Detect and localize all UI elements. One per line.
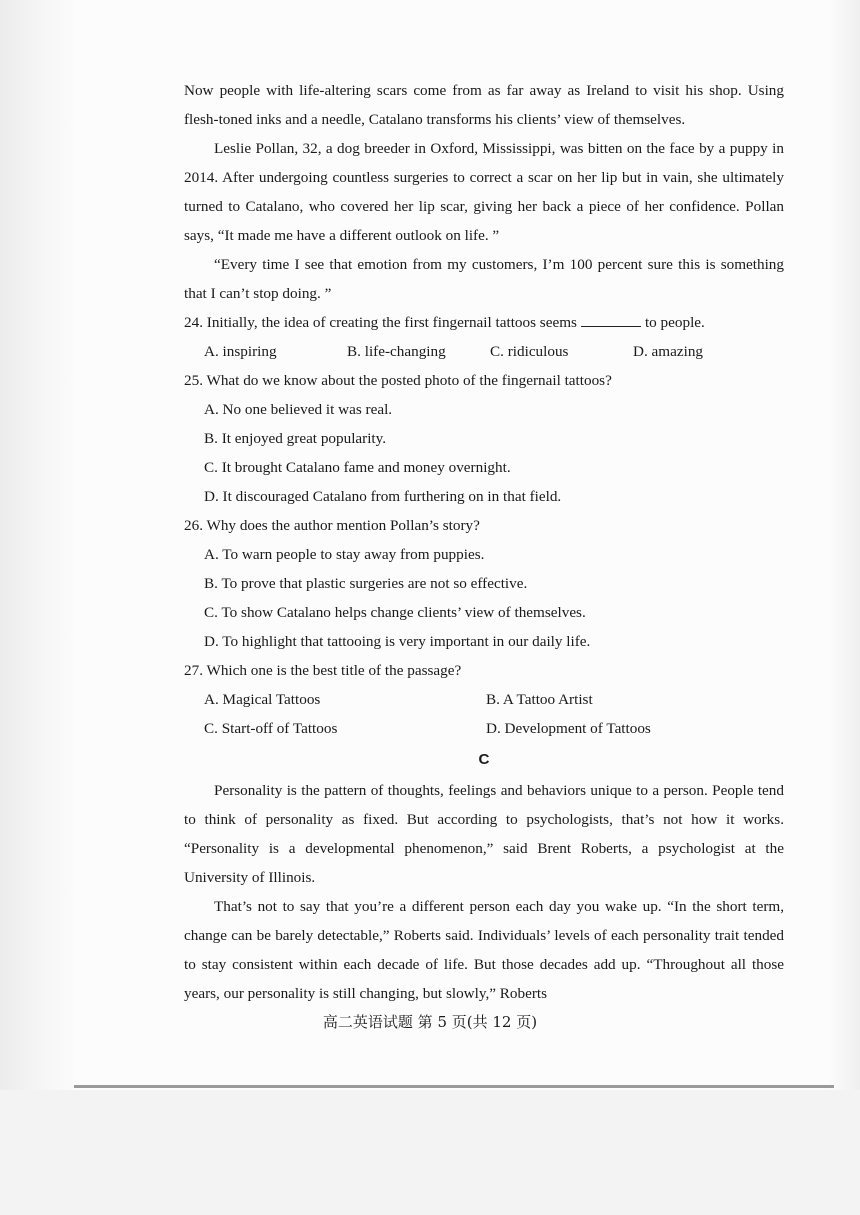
- page-content: [184, 76, 784, 1008]
- options-row: [184, 685, 784, 714]
- question-stem: 27. Which one is the best title of the passage?: [184, 662, 462, 679]
- passage-b-paragraph: Now people with life-altering scars come from as far away as Ireland to visit his shop. Using flesh-toned inks and a needle, Catalano transforms his clients’ view of themselves.: [184, 82, 784, 128]
- option-b: B. It enjoyed great popularity.: [204, 430, 387, 447]
- passage-b-paragraph: Leslie Pollan, 32, a dog breeder in Oxford, Mississippi, was bitten on the face by a puppy in 2014. After undergoing countless surgeries to correct a scar on her lip but in vain, she ultimately turned to Catalano, who covered her lip scar, giving her back a piece of her confidence. Pollan says, “It made me have a different outlook on life. ”: [184, 140, 784, 244]
- question-24: [184, 308, 784, 366]
- question-stem: 24. Initially, the idea of creating the first fingernail tattoos seems to people.: [184, 314, 705, 331]
- scan-bottom-margin: [0, 1090, 860, 1215]
- question-stem: 25. What do we know about the posted photo of the fingernail tattoos?: [184, 372, 612, 389]
- page-bottom-edge: [74, 1085, 834, 1088]
- options-row: [184, 714, 784, 743]
- passage-c-paragraph: Personality is the pattern of thoughts, feelings and behaviors unique to a person. People tend to think of personality as fixed. But according to psychologists, that’s not how it works. “Personality is a developmental phenomenon,” said Brent Roberts, a psychologist at the University of Illinois.: [184, 782, 784, 886]
- question-stem: 26. Why does the author mention Pollan’s story?: [184, 517, 480, 534]
- option-c: C. It brought Catalano fame and money overnight.: [204, 459, 511, 476]
- option-a: A. inspiring: [204, 343, 277, 360]
- section-heading: C: [478, 751, 490, 768]
- option-c: C. ridiculous: [490, 343, 569, 360]
- option-b: B. To prove that plastic surgeries are not so effective.: [204, 575, 528, 592]
- option-d: D. To highlight that tattooing is very important in our daily life.: [204, 633, 591, 650]
- option-a: A. Magical Tattoos: [204, 691, 321, 708]
- passage-b-paragraph: “Every time I see that emotion from my customers, I’m 100 percent sure this is something that I can’t stop doing. ”: [184, 256, 784, 302]
- option-b: B. A Tattoo Artist: [486, 691, 593, 708]
- question-27: [184, 656, 784, 743]
- question-26: [184, 511, 784, 656]
- option-d: D. amazing: [633, 343, 704, 360]
- question-25: [184, 366, 784, 511]
- option-c: C. Start-off of Tattoos: [204, 720, 338, 737]
- scan-right-margin: [830, 0, 860, 1090]
- option-a: A. To warn people to stay away from puppies.: [204, 546, 485, 563]
- page-footer: 高二英语试题 第 5 页(共 12 页): [322, 1013, 538, 1031]
- option-c: C. To show Catalano helps change clients’ view of themselves.: [204, 604, 586, 621]
- scan-left-margin: [0, 0, 74, 1090]
- answer-blank: [581, 312, 641, 327]
- options-row: [184, 337, 784, 366]
- option-b: B. life-changing: [347, 343, 446, 360]
- passage-c-paragraph: That’s not to say that you’re a different person each day you wake up. “In the short term, change can be barely detectable,” Roberts said. Individuals’ levels of each personality trait tended to stay consistent within each decade of life. But those decades add up. “Throughout all those years, our personality is still changing, but slowly,” Roberts: [184, 898, 784, 1002]
- option-a: A. No one believed it was real.: [204, 401, 393, 418]
- option-d: D. It discouraged Catalano from furthering on in that field.: [204, 488, 562, 505]
- option-d: D. Development of Tattoos: [486, 720, 651, 737]
